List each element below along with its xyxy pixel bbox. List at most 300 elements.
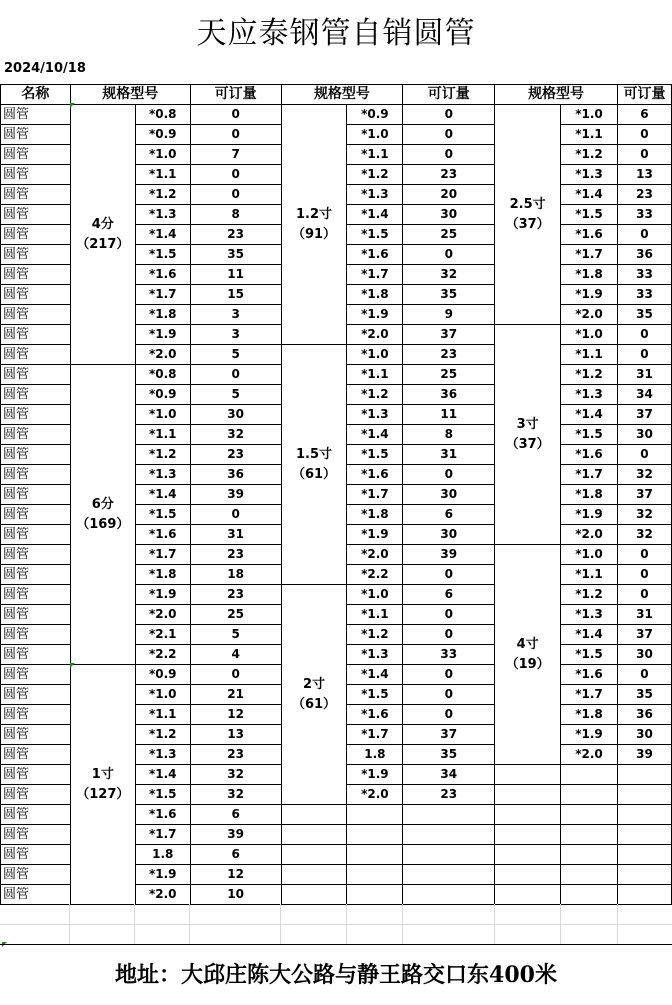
qty-cell: 34 [403,765,495,785]
qty-cell: 0 [403,685,495,705]
page-title: 天应泰钢管自销圆管 [196,16,476,51]
empty-cell [495,825,561,845]
size-group-cell [281,585,347,805]
spec-cell: *1.4 [135,225,190,245]
empty-cell [281,825,347,845]
spec-cell: *1.1 [135,425,190,445]
spec-cell: *1.1 [561,125,618,145]
spec-cell: *1.6 [347,245,403,265]
qty-cell: 0 [190,105,281,125]
spec-cell: *2.0 [347,785,403,805]
qty-cell: 32 [617,505,671,525]
qty-cell: 35 [403,285,495,305]
spec-cell: *0.9 [135,125,190,145]
qty-cell: 37 [617,485,671,505]
size-label: 1.5寸 [295,446,332,462]
size-total: （37） [505,216,550,232]
spec-cell: *1.9 [135,865,190,885]
qty-cell: 0 [617,145,671,165]
spec-cell: *1.9 [347,525,403,545]
size-label: 6分 [91,496,114,512]
qty-cell: 32 [617,525,671,545]
item-name-cell: 圆管 [1,345,71,365]
qty-cell: 31 [403,445,495,465]
qty-cell: 0 [403,605,495,625]
item-name-cell: 圆管 [1,365,71,385]
header-name: 名称 [1,85,71,105]
empty-cell [347,805,403,825]
item-name-cell: 圆管 [1,765,71,785]
spec-cell: *1.9 [135,325,190,345]
qty-cell: 30 [403,525,495,545]
qty-cell: 36 [617,705,671,725]
item-name-cell: 圆管 [1,305,71,325]
qty-cell: 0 [190,365,281,385]
qty-cell: 0 [403,105,495,125]
cell-marker-icon [70,103,75,108]
qty-cell: 0 [403,705,495,725]
item-name-cell: 圆管 [1,565,71,585]
qty-cell: 30 [617,425,671,445]
spec-cell: *1.1 [135,705,190,725]
qty-cell: 35 [617,685,671,705]
header-row [1,85,672,105]
spec-cell: *0.9 [347,105,403,125]
qty-cell: 23 [190,585,281,605]
item-name-cell: 圆管 [1,665,71,685]
size-label: 4分 [91,216,114,232]
qty-cell: 36 [617,245,671,265]
spec-cell: *1.1 [561,565,618,585]
item-name-cell: 圆管 [1,865,71,885]
size-group-cell [495,105,561,325]
spec-cell: *1.1 [347,365,403,385]
qty-cell: 12 [190,705,281,725]
item-name-cell: 圆管 [1,845,71,865]
qty-cell: 0 [617,545,671,565]
spec-cell: *2.0 [561,745,618,765]
spec-cell: 1.8 [347,745,403,765]
size-total: （37） [505,436,550,452]
spec-cell: *1.3 [135,205,190,225]
qty-cell: 39 [403,545,495,565]
qty-cell: 0 [403,665,495,685]
spec-cell: *0.8 [135,105,190,125]
qty-cell: 13 [617,165,671,185]
spec-cell: *2.0 [347,545,403,565]
table-row [1,105,672,125]
spec-cell: *1.2 [561,365,618,385]
spec-cell: *1.8 [561,705,618,725]
qty-cell: 0 [617,325,671,345]
item-name-cell: 圆管 [1,605,71,625]
qty-cell: 33 [617,265,671,285]
spec-cell: *1.3 [561,165,618,185]
header-qty: 可订量 [403,85,495,105]
qty-cell: 23 [403,165,495,185]
item-name-cell: 圆管 [1,585,71,605]
item-name-cell: 圆管 [1,745,71,765]
empty-cell [617,825,671,845]
qty-cell: 25 [403,225,495,245]
spec-cell: *1.7 [561,465,618,485]
qty-cell: 18 [190,565,281,585]
qty-cell: 0 [403,125,495,145]
qty-cell: 39 [190,825,281,845]
header-spec: 规格型号 [70,85,190,105]
spec-cell: *1.0 [561,545,618,565]
spec-cell: *1.4 [561,405,618,425]
qty-cell: 0 [190,185,281,205]
size-total: （61） [291,696,337,712]
qty-cell: 12 [190,865,281,885]
item-name-cell: 圆管 [1,245,71,265]
qty-cell: 37 [403,725,495,745]
item-name-cell: 圆管 [1,625,71,645]
item-name-cell: 圆管 [1,885,71,905]
qty-cell: 30 [403,205,495,225]
qty-cell: 32 [190,425,281,445]
spec-cell: *1.1 [135,165,190,185]
spec-cell: *1.0 [347,585,403,605]
empty-cell [403,845,495,865]
spec-cell: *2.0 [347,325,403,345]
qty-cell: 36 [190,465,281,485]
spec-cell: *1.3 [347,645,403,665]
qty-cell: 9 [403,305,495,325]
empty-cell [617,845,671,865]
report-date: 2024/10/18 [4,61,86,76]
spec-cell: *1.6 [347,465,403,485]
item-name-cell: 圆管 [1,405,71,425]
spec-cell: *1.7 [135,545,190,565]
spec-cell: *1.0 [561,325,618,345]
qty-cell: 4 [190,645,281,665]
spec-cell: *1.4 [347,665,403,685]
qty-cell: 13 [190,725,281,745]
cell-marker-icon [70,663,75,668]
spec-cell: *1.2 [561,585,618,605]
spec-cell: *1.8 [135,565,190,585]
item-name-cell: 圆管 [1,725,71,745]
item-name-cell: 圆管 [1,525,71,545]
qty-cell: 0 [403,625,495,645]
spec-cell: *2.2 [347,565,403,585]
spec-cell: *1.2 [347,385,403,405]
qty-cell: 30 [617,725,671,745]
item-name-cell: 圆管 [1,185,71,205]
item-name-cell: 圆管 [1,685,71,705]
qty-cell: 10 [190,885,281,905]
header-qty: 可订量 [617,85,671,105]
size-total: （61） [291,466,337,482]
item-name-cell: 圆管 [1,425,71,445]
spec-cell: *1.9 [135,585,190,605]
spec-cell: *1.7 [347,485,403,505]
qty-cell: 32 [190,785,281,805]
spec-cell: *1.3 [347,405,403,425]
qty-cell: 23 [190,445,281,465]
qty-cell: 31 [617,365,671,385]
qty-cell: 11 [403,405,495,425]
spec-cell: *1.2 [135,445,190,465]
qty-cell: 37 [617,405,671,425]
size-group-cell [70,105,135,365]
qty-cell: 0 [403,145,495,165]
item-name-cell: 圆管 [1,545,71,565]
spec-cell: *1.0 [561,105,618,125]
qty-cell: 0 [190,665,281,685]
qty-cell: 35 [403,745,495,765]
item-name-cell: 圆管 [1,325,71,345]
header-spec: 规格型号 [281,85,403,105]
qty-cell: 0 [403,565,495,585]
qty-cell: 8 [403,425,495,445]
empty-cell [561,885,618,905]
spec-cell: *1.7 [135,285,190,305]
spec-cell: *1.9 [561,725,618,745]
empty-cell [561,865,618,885]
spec-cell: *1.4 [561,625,618,645]
size-label: 3寸 [516,416,539,432]
qty-cell: 7 [190,145,281,165]
spec-cell: *0.9 [135,665,190,685]
spec-cell: *1.5 [135,785,190,805]
empty-cell [617,865,671,885]
qty-cell: 34 [617,385,671,405]
qty-cell: 33 [403,645,495,665]
qty-cell: 0 [617,665,671,685]
qty-cell: 0 [617,345,671,365]
spec-cell: *1.7 [135,825,190,845]
spec-cell: *1.1 [347,145,403,165]
empty-cell [281,865,347,885]
spec-cell: *1.6 [561,665,618,685]
spec-cell: 1.8 [135,845,190,865]
spec-cell: *1.6 [135,265,190,285]
qty-cell: 5 [190,385,281,405]
qty-cell: 37 [617,625,671,645]
header-qty: 可订量 [190,85,281,105]
qty-cell: 6 [403,505,495,525]
qty-cell: 23 [190,225,281,245]
item-name-cell: 圆管 [1,805,71,825]
spec-cell: *2.0 [135,605,190,625]
item-name-cell: 圆管 [1,225,71,245]
qty-cell: 35 [617,305,671,325]
spec-cell: *1.7 [347,265,403,285]
spec-cell: *1.8 [135,305,190,325]
qty-cell: 37 [403,325,495,345]
qty-cell: 25 [190,605,281,625]
spec-cell: *2.0 [561,305,618,325]
spec-cell: *1.0 [347,125,403,145]
spec-cell: *2.0 [135,345,190,365]
qty-cell: 23 [190,745,281,765]
empty-cell [617,785,671,805]
header-spec: 规格型号 [495,85,618,105]
spec-cell: *1.5 [347,445,403,465]
empty-cell [561,825,618,845]
qty-cell: 31 [617,605,671,625]
empty-grid-area [0,904,672,944]
qty-cell: 33 [617,205,671,225]
qty-cell: 0 [403,465,495,485]
item-name-cell: 圆管 [1,385,71,405]
size-group-cell [495,545,561,765]
qty-cell: 0 [617,225,671,245]
item-name-cell: 圆管 [1,825,71,845]
qty-cell: 11 [190,265,281,285]
item-name-cell: 圆管 [1,105,71,125]
spec-cell: *1.9 [347,765,403,785]
size-total: （91） [291,226,337,242]
spec-cell: *1.6 [135,525,190,545]
qty-cell: 6 [617,105,671,125]
qty-cell: 25 [403,365,495,385]
spec-cell: *1.3 [561,385,618,405]
item-name-cell: 圆管 [1,265,71,285]
spec-cell: *1.9 [347,305,403,325]
qty-cell: 6 [190,845,281,865]
item-name-cell: 圆管 [1,705,71,725]
qty-cell: 31 [190,525,281,545]
size-group-cell [281,345,347,585]
size-group-cell [495,325,561,545]
size-total: （19） [505,656,550,672]
qty-cell: 32 [403,265,495,285]
empty-cell [403,805,495,825]
qty-cell: 0 [190,505,281,525]
empty-cell [347,845,403,865]
spec-cell: *1.5 [561,645,618,665]
spec-cell: *1.8 [561,265,618,285]
spec-cell: *1.1 [347,605,403,625]
size-label: 2.5寸 [509,196,546,212]
size-group-cell [70,365,135,665]
size-group-cell [70,665,135,905]
qty-cell: 39 [617,745,671,765]
qty-cell: 5 [190,345,281,365]
item-name-cell: 圆管 [1,125,71,145]
qty-cell: 6 [403,585,495,605]
empty-cell [403,825,495,845]
spec-cell: *1.0 [135,405,190,425]
spec-cell: *1.5 [347,225,403,245]
spec-cell: *1.3 [135,465,190,485]
qty-cell: 23 [403,345,495,365]
spec-cell: *1.7 [561,245,618,265]
empty-cell [495,765,561,785]
empty-cell [495,845,561,865]
spec-cell: *0.9 [135,385,190,405]
qty-cell: 15 [190,285,281,305]
empty-cell [281,845,347,865]
item-name-cell: 圆管 [1,165,71,185]
item-name-cell: 圆管 [1,285,71,305]
spec-cell: *1.3 [135,745,190,765]
size-total: （169） [76,516,130,532]
spec-cell: *1.0 [135,685,190,705]
size-label: 1寸 [91,766,114,782]
spec-cell: *1.4 [347,425,403,445]
item-name-cell: 圆管 [1,645,71,665]
spec-cell: *1.4 [135,765,190,785]
qty-cell: 23 [403,785,495,805]
qty-cell: 21 [190,685,281,705]
spec-cell: *1.3 [347,185,403,205]
qty-cell: 32 [190,765,281,785]
spec-cell: *0.8 [135,365,190,385]
spec-cell: *1.8 [561,485,618,505]
empty-cell [403,865,495,885]
spec-cell: *1.8 [347,285,403,305]
size-total: （217） [76,236,130,252]
item-name-cell: 圆管 [1,145,71,165]
qty-cell: 0 [617,585,671,605]
qty-cell: 32 [617,465,671,485]
empty-cell [617,805,671,825]
spec-cell: *1.6 [135,805,190,825]
spec-cell: *1.9 [561,505,618,525]
size-group-cell [281,105,347,345]
qty-cell: 30 [617,645,671,665]
spec-cell: *2.0 [561,525,618,545]
item-name-cell: 圆管 [1,485,71,505]
inventory-table [0,84,672,905]
empty-cell [617,885,671,905]
qty-cell: 33 [617,285,671,305]
empty-cell [281,805,347,825]
qty-cell: 3 [190,305,281,325]
qty-cell: 0 [617,565,671,585]
qty-cell: 0 [403,245,495,265]
spec-cell: *1.5 [561,425,618,445]
empty-cell [561,765,618,785]
empty-cell [617,765,671,785]
spec-cell: *1.5 [135,505,190,525]
size-label: 2寸 [302,676,326,692]
qty-cell: 36 [403,385,495,405]
empty-cell [495,865,561,885]
empty-cell [561,805,618,825]
qty-cell: 35 [190,245,281,265]
spec-cell: *1.0 [135,145,190,165]
item-name-cell: 圆管 [1,465,71,485]
qty-cell: 39 [190,485,281,505]
empty-cell [347,885,403,905]
spec-cell: *1.6 [561,445,618,465]
spec-cell: *1.8 [347,505,403,525]
item-name-cell: 圆管 [1,505,71,525]
empty-cell [347,865,403,885]
spec-cell: *1.5 [561,205,618,225]
empty-cell [495,805,561,825]
qty-cell: 23 [617,185,671,205]
empty-cell [347,825,403,845]
qty-cell: 20 [403,185,495,205]
spec-cell: *1.7 [347,725,403,745]
address-footer: 地址：大邱庄陈大公路与静王路交口东400米 [0,944,672,1001]
empty-cell [495,885,561,905]
qty-cell: 0 [190,165,281,185]
empty-cell [403,885,495,905]
qty-cell: 23 [190,545,281,565]
spec-cell: *1.1 [561,345,618,365]
qty-cell: 30 [403,485,495,505]
empty-cell [561,845,618,865]
item-name-cell: 圆管 [1,445,71,465]
